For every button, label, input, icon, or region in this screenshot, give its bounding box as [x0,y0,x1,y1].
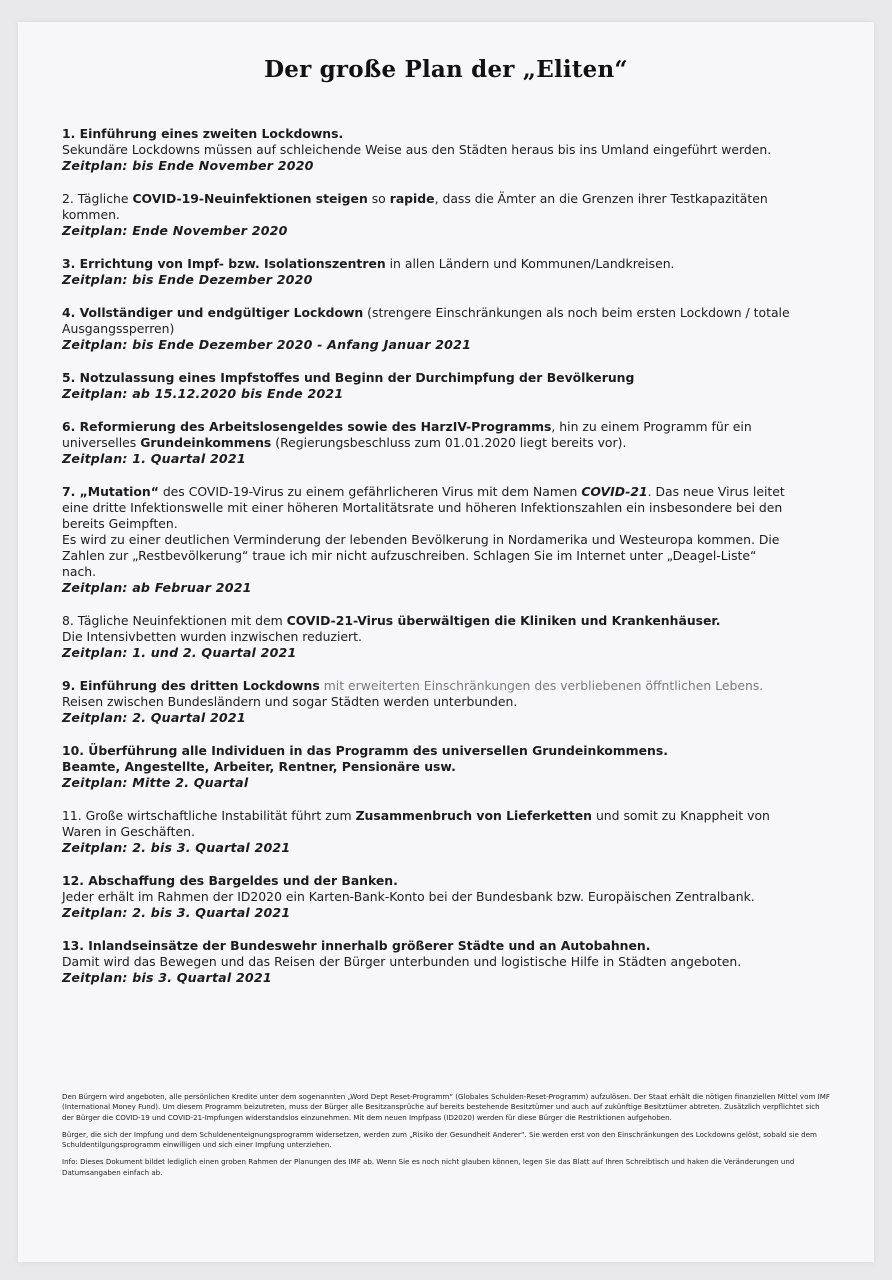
item-schedule: Zeitplan: 2. Quartal 2021 [62,710,246,725]
item-body: Jeder erhält im Rahmen der ID2020 ein Karten-Bank-Konto bei der Bundesbank bzw. Europäischen Zentralbank. [62,889,755,904]
item-body: Sekundäre Lockdowns müssen auf schleichende Weise aus den Städten heraus bis ins Umland eingeführt werden. [62,142,772,157]
item-body: Die Intensivbetten wurden inzwischen reduziert. [62,629,362,644]
item-text: 2. Tägliche [62,191,133,206]
item-body: Reisen zwischen Bundesländern und sogar Städten werden unterbunden. [62,694,518,709]
item-heading: 12. Abschaffung des Bargeldes und der Banken. [62,873,398,888]
list-item [62,256,792,288]
item-heading: 4. Vollständiger und endgültiger Lockdown [62,305,364,320]
item-emphasis: Zusammenbruch von Lieferketten [355,808,592,823]
item-heading: 9. Einführung des dritten Lockdowns [62,678,320,693]
item-schedule: Zeitplan: bis 3. Quartal 2021 [62,970,272,985]
item-schedule: Zeitplan: 2. bis 3. Quartal 2021 [62,905,291,920]
list-item [62,938,792,986]
item-heading: 3. Errichtung von Impf- bzw. Isolationszentren [62,256,386,271]
item-text: und somit zu Knappheit von Waren in Geschäften. [62,808,770,839]
list-item [62,743,792,791]
item-schedule: Zeitplan: Ende November 2020 [62,223,288,238]
footnote-credit-reset: Den Bürgern wird angeboten, alle persönlichen Kredite unter dem sogenannten „Word Dept Reset-Programm“ (Globales Schulden-Reset-Programm) aufzulösen. Der Staat erhält die nötigen finanziellen Mittel vom IMF (International Money Fund). Um diesem Programm beizutreten, muss der Bürger alle Besitzansprüche auf bereits bestehende Besitztümer und auch auf zukünftige Besitztümer abtreten. Zusätzlich verpflichtet sich der Bürger die COVID-19 und COVID-21-Impfungen widerstandslos einzunehmen. Mit dem neuen Impfpass (ID2020) werden für diese Bürger die Restriktionen aufgehoben. [62,1092,830,1122]
item-schedule: Zeitplan: Mitte 2. Quartal [62,775,249,790]
item-emphasis: Grundeinkommens [140,435,272,450]
item-text: (strengere Einschränkungen als noch beim ersten Lockdown / totale Ausgangssperren) [62,305,790,336]
item-text: 11. Große wirtschaftliche Instabilität führt zum [62,808,356,823]
item-text: so [367,191,390,206]
item-schedule: Zeitplan: 1. Quartal 2021 [62,451,246,466]
item-schedule: Zeitplan: 2. bis 3. Quartal 2021 [62,840,291,855]
item-heading: Beamte, Angestellte, Arbeiter, Rentner, Pensionäre usw. [62,759,456,774]
item-heading: 13. Inlandseinsätze der Bundeswehr innerhalb größerer Städte und an Autobahnen. [62,938,651,953]
item-heading: 10. Überführung alle Individuen in das Programm des universellen Grundeinkommens. [62,743,668,758]
item-schedule: Zeitplan: 1. und 2. Quartal 2021 [62,645,297,660]
item-schedule: Zeitplan: bis Ende Dezember 2020 [62,272,313,287]
list-item [62,873,792,921]
item-text: (Regierungsbeschluss zum 01.01.2020 liegt bereits vor). [271,435,627,450]
item-emphasis: COVID-19-Neuinfektionen steigen [132,191,368,206]
footnote-info: Info: Dieses Dokument bildet lediglich einen groben Rahmen der Planungen des IMF ab. Wenn Sie es noch nicht glauben können, legen Sie das Blatt auf Ihren Schreibtisch und haken die Veränderungen und Datumsangaben einfach ab. [62,1157,795,1177]
item-heading: 6. Reformierung des Arbeitslosengeldes sowie des HarzIV-Programms [62,419,552,434]
list-item [62,191,792,239]
plan-list [62,126,792,1003]
document-title: Der große Plan der „Eliten“ [264,56,628,83]
list-item [62,613,792,661]
footnotes [62,1092,832,1185]
item-emphasis: rapide [389,191,435,206]
item-text: in allen Ländern und Kommunen/Landkreisen. [385,256,675,271]
item-text: . Das neue Virus leitet eine dritte Infektionswelle mit einer höheren Mortalitätsrate und höheren Infektionszahlen ein insbesondere bei den bereits Geimpften. [62,484,785,531]
item-text: , dass die Ämter an die Grenzen ihrer Testkapazitäten kommen. [62,191,768,222]
item-schedule: Zeitplan: bis Ende November 2020 [62,158,314,173]
list-item [62,484,792,596]
item-emphasis: COVID-21-Virus überwältigen die Kliniken und Krankenhäuser. [286,613,721,628]
item-heading: 5. Notzulassung eines Impfstoffes und Beginn der Durchimpfung der Bevölkerung [62,370,635,385]
item-text: des COVID-19-Virus zu einem gefährlicheren Virus mit dem Namen [158,484,582,499]
item-text: mit erweiterten Einschränkungen des verbliebenen öffntlichen Lebens. [319,678,764,693]
list-item [62,370,792,402]
item-schedule: Zeitplan: ab 15.12.2020 bis Ende 2021 [62,386,344,401]
list-item [62,126,792,174]
item-schedule: Zeitplan: ab Februar 2021 [62,580,252,595]
footnote-refusers: Bürger, die sich der Impfung und dem Schuldenenteignungsprogramm widersetzen, werden zum „Risiko der Gesundheit Anderer“. Sie werden erst von den Einschränkungen des Lockdowns gelöst, sobald sie dem Schuldentilgungsprogramm einwilligen und sich einer Impfung unterziehen. [62,1129,817,1150]
item-heading: 1. Einführung eines zweiten Lockdowns. [62,126,344,141]
item-text: , hin zu einem Programm für ein universelles [62,419,752,450]
list-item [62,808,792,856]
list-item [62,678,792,726]
list-item [62,305,792,353]
item-body: Es wird zu einer deutlichen Verminderung der lebenden Bevölkerung in Nordamerika und Westeuropa kommen. Die Zahlen zur „Restbevölkerung“ traue ich mir nicht aufzuschreiben. Schlagen Sie im Internet unter „Deagel-Liste“ nach. [62,532,780,579]
item-body: Damit wird das Bewegen und das Reisen der Bürger unterbunden und logistische Hilfe in Städten angeboten. [62,954,742,969]
list-item [62,419,792,467]
item-schedule: Zeitplan: bis Ende Dezember 2020 - Anfang Januar 2021 [62,337,472,352]
item-text: 8. Tägliche Neuinfektionen mit dem [62,613,287,628]
item-heading: 7. „Mutation“ [62,484,159,499]
item-emphasis: COVID-21 [581,484,648,499]
